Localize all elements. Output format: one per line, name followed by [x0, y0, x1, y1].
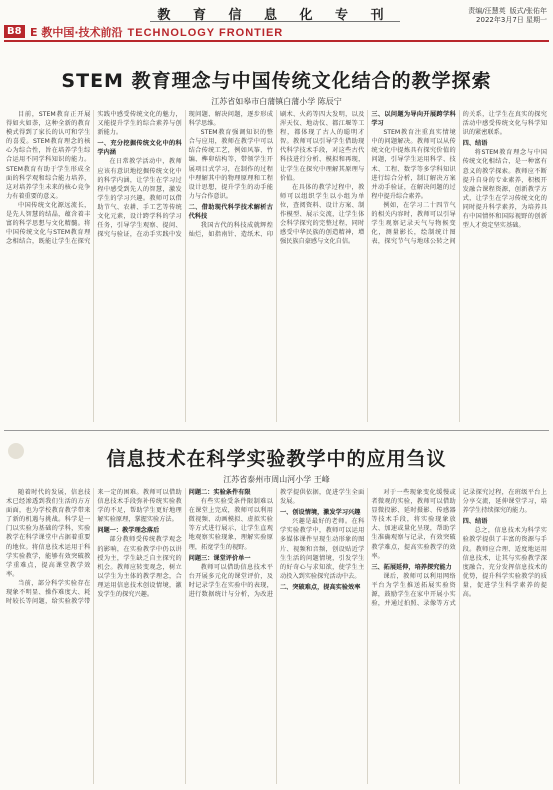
subheading: 问题一：教学理念落后: [97, 527, 160, 535]
header-divider: [4, 40, 549, 42]
paragraph: 课后，教师可以利用网络平台为学生推送拓展实验资源，鼓励学生在家中开展小实验，并通过拍照、录像等方式记录探究过程，在班级平台上分享交流，延伸课堂学习，培养学生持续探究的能力。: [371, 489, 547, 608]
issue-date: 2022年3月7日 星期一: [476, 16, 547, 24]
section-title-cn: E 教中国·技术前沿: [30, 26, 123, 39]
paragraph: 总之，信息技术为科学实验教学提供了丰富的资源与手段。教师应合理、适度地运用信息技术，让其与实验教学深度融合，充分发挥信息技术的优势，提升科学实验教学的质量，促进学生科学素养的提高。: [462, 527, 547, 599]
paragraph: 随着时代的发展，信息技术已经渗透到我们生活的方方面面，也为学校教育教学带来了新的机遇与挑战。科学是一门以实验为基础的学科，实验教学在科学课堂中占据着重要的地位。将信息技术运用于科学实验教学，能够有效突破教学重难点，提高课堂教学效率。: [6, 489, 91, 578]
paragraph: 中国传统文化源远流长，是先人智慧的结晶，蕴含着丰富的科学思想与文化精髓。将中国传统文化与STEM教育理念相结合，既能让学生在探究实践中感受传统文化的魅力，又能提升学生的综合素养与创新能力。: [6, 111, 182, 246]
subheading: 一、充分挖掘传统文化中的科学内涵: [97, 140, 182, 157]
subheading: 四、结语: [462, 518, 488, 526]
subheading: 三、以问题为导向开展跨学科学习: [371, 111, 456, 128]
article2-title: 信息技术在科学实验教学中的应用刍议: [106, 448, 447, 470]
masthead: 教 育 信 息 化 专 刊: [157, 8, 393, 23]
subheading: 二、突破难点，提高实验效率: [279, 583, 361, 591]
paragraph: 将STEM教育理念与中国传统文化相结合，是一种富有意义的教学探索。教师应不断提升自身的专业素养，积极开发融合课程资源，创新教学方式，让学生在学习传统文化的同时提升科学素养，为培养具有中国情怀和国际视野的创新型人才奠定坚实基础。: [462, 149, 547, 230]
subheading: 问题二：实验条件有限: [188, 489, 251, 496]
paragraph: STEM教育注重真实情境中的问题解决。教师可以从传统文化中提炼具有探究价值的问题，引导学生运用科学、技术、工程、数学等多学科知识进行综合分析，制订解决方案并动手验证，在解决问题的过程中提升综合素养。: [371, 129, 456, 200]
paragraph: 在日常教学活动中，教师应该有意识地挖掘传统文化中的科学内涵，让学生在学习过程中感受到先人的智慧，激发学生的学习兴趣。教师可以借助节气、农耕、手工艺等传统文化元素，设计跨学科的学习任务，引导学生观察、提问、探究与验证，在动手实践中发现问题、解决问题，逐步形成科学思维。: [97, 111, 273, 239]
editor-info: [464, 7, 547, 25]
subheading: 四、结语: [462, 140, 488, 148]
article1-byline: 江苏省如皋市白蒲镇白蒲小学 陈辰宁: [211, 97, 342, 106]
subheading: 一、创设情境，激发学习兴趣: [279, 509, 361, 517]
paragraph: 目前，STEM教育正开展得如火如荼，这种全新的教育模式得到了家长的认可和学生的喜爱。STEM教育理念的核心为综合性，旨在培养学生综合运用不同学科知识的能力。STEM教育有助于学生形成全面的科学观和综合能力培养，这对培养学生未来的核心竞争力有着重要的意义。: [6, 111, 91, 200]
page-number: B8: [4, 25, 25, 38]
subheading: 问题三：课堂评价单一: [188, 554, 251, 562]
section-title-en: TECHNOLOGY FRONTIER: [127, 27, 284, 39]
subheading: 三、拓展延伸，培养探究能力: [371, 563, 452, 571]
paragraph: 我国古代的科技成就辉煌灿烂，如指南针、造纸术、印刷术、火药等四大发明，以及浑天仪、地动仪、都江堰等工程，都体现了古人的聪明才智。教师可以引导学生借助现代科学技术手段，对这些古代科技进行分析、模拟和再现，让学生在探究中理解其原理与价值。: [188, 111, 365, 239]
paragraph: 在具体的教学过程中，教师可以组织学生以小组为单位，查阅资料、设计方案、制作模型、展示交流，让学生体会科学探究的完整过程，同时感受中华民族的创造精神，增强民族自豪感与文化自信。: [279, 183, 365, 246]
page-header: [0, 0, 553, 39]
paragraph: 部分教师受传统教学观念的影响，在实验教学中仍以讲授为主，学生缺乏自主探究的机会。教师应转变观念，树立以学生为主体的教学理念，合理运用信息技术创设情境，激发学生的探究兴趣。: [97, 536, 182, 599]
masthead-rule: [150, 21, 400, 22]
paragraph: STEM教育强调知识的整合与应用，教师在教学中可以结合传统工艺，例如风筝、竹编、榫卯结构等，带领学生开展项目式学习，在制作的过程中理解其中的物理原理和工程设计思想，提升学生的动手能力与合作意识。: [188, 129, 273, 200]
subheading: 二、借助现代科学技术解析古代科技: [188, 203, 273, 221]
article1-title: STEM 教育理念与中国传统文化结合的教学探索: [61, 70, 492, 92]
article-divider: [4, 430, 549, 431]
paragraph: 例如，在学习二十四节气的相关内容时，教师可以引导学生观察记录天气与物候变化，测量影长，绘制统计图表，探究节气与地球公转之间的关系，让学生在真实的探究活动中感受传统文化与科学知识的紧密联系。: [371, 111, 547, 246]
layout-editor: 版式/张佑年: [509, 7, 547, 15]
article2-byline: 江苏省泰州市周山河小学 王峰: [223, 475, 330, 484]
paragraph: 有些实验受条件限制难以在课堂上完成，教师可以利用微视频、动画模拟、虚拟实验等方式进行展示，让学生直观地观察实验现象，理解实验原理，拓宽学生的视野。: [188, 498, 273, 551]
article2-body: [6, 488, 547, 784]
article1-body: [6, 110, 547, 422]
editor-name: 责编/汪慧英: [468, 7, 506, 15]
paragraph: 对于一些现象变化缓慢或者微观的实验，教师可以借助显微投影、延时摄影、传感器等技术手段，将实验现象放大、加速或量化呈现，帮助学生准确观察与记录，有效突破教学难点，提高实验教学的效率。: [371, 489, 456, 560]
section-title: [30, 24, 283, 40]
paragraph: 当前，部分科学实验存在现象不明显、操作难度大、耗时较长等问题，给实验教学带来一定的困难。教师可以借助信息技术手段弥补传统实验教学的不足，帮助学生更好地理解实验原理，掌握实验方法。: [6, 489, 182, 606]
paragraph: 兴趣是最好的老师。在科学实验教学中，教师可以运用多媒体课件呈现生动形象的图片、视频和音频，创设贴近学生生活的问题情境，引发学生的好奇心与求知欲，使学生主动投入到实验探究活动中去。: [279, 518, 365, 580]
paragraph: 教师可以借助信息技术平台开展多元化的课堂评价，及时记录学生在实验中的表现，进行数据统计与分析，为改进教学提供依据，促进学生全面发展。: [188, 489, 365, 599]
